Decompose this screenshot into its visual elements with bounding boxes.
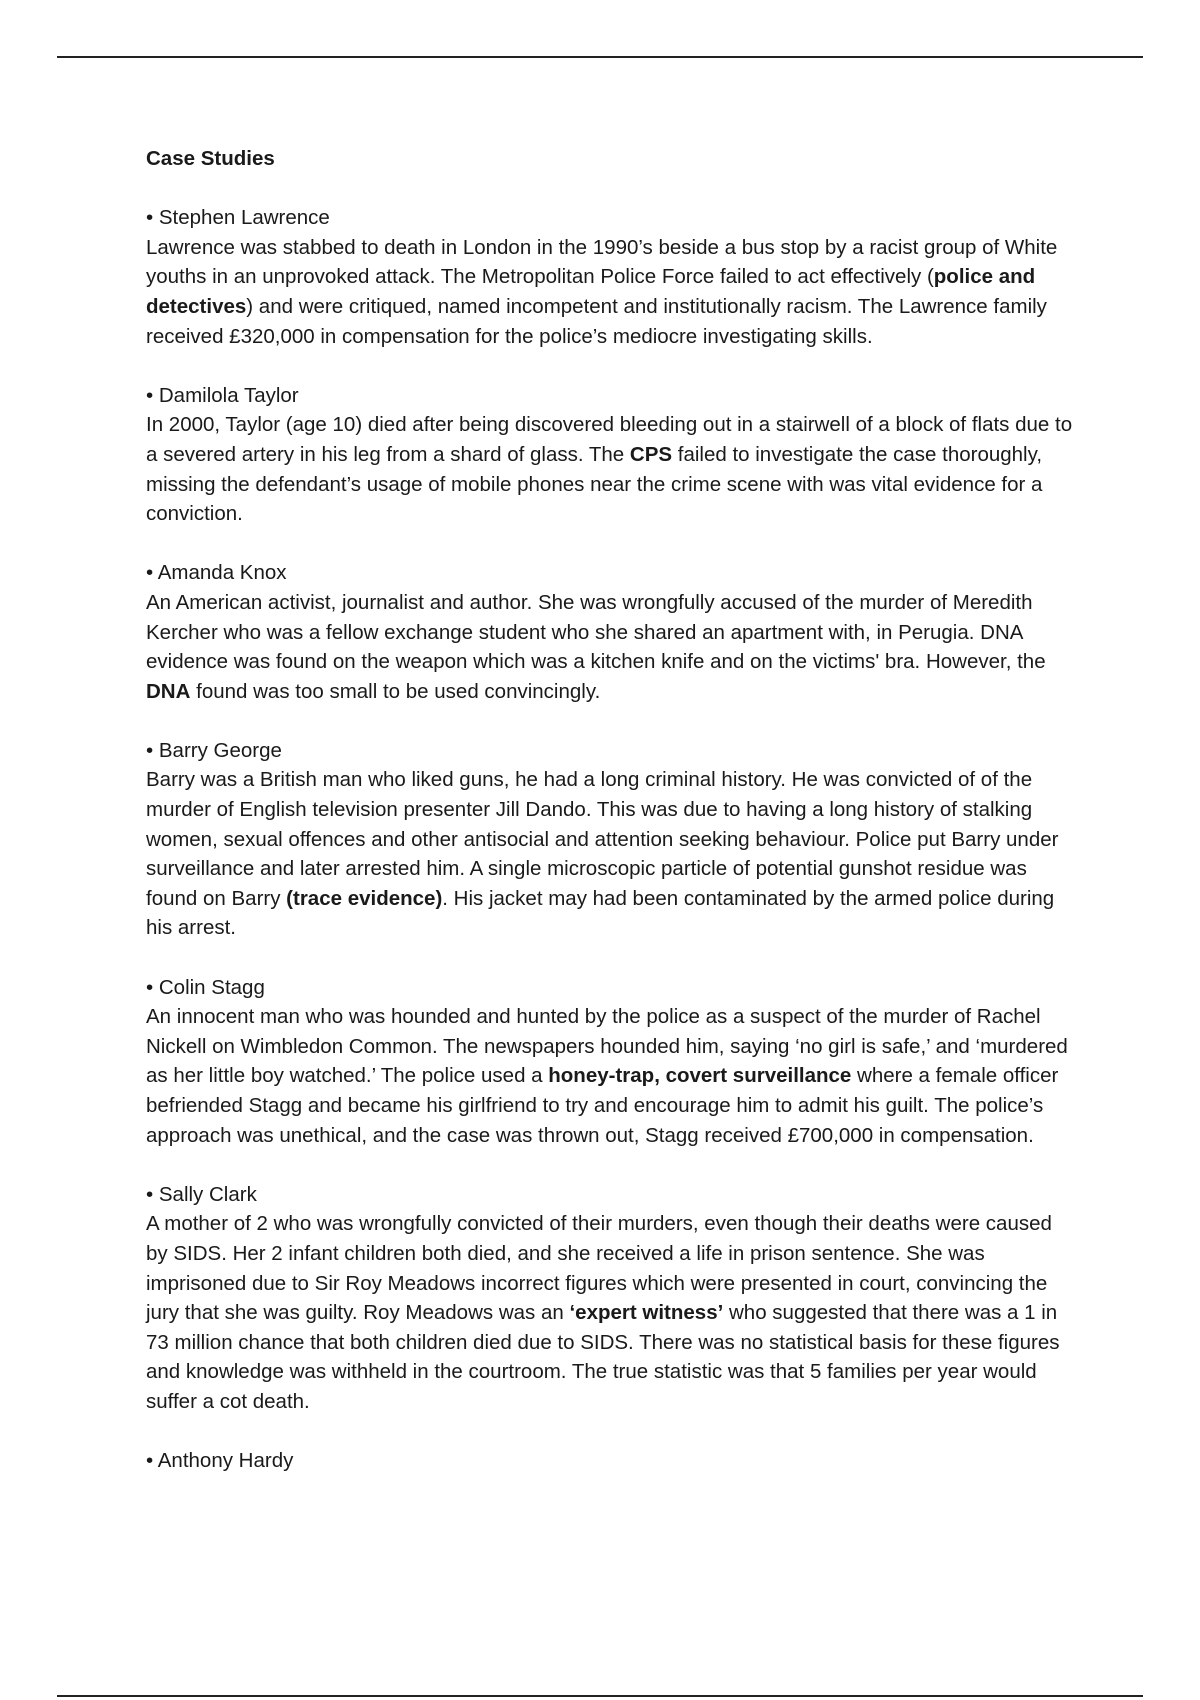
case-body [146,765,1076,943]
case-emphasis: (trace evidence) [286,886,443,910]
case-stephen-lawrence [146,203,1076,351]
case-title: • Amanda Knox [146,561,287,585]
case-emphasis: CPS [629,442,673,466]
document-body [146,144,1076,1505]
case-damilola-taylor [146,381,1076,529]
case-emphasis: ‘expert witness’ [569,1301,724,1325]
case-text: where a female officer befriended Stagg and became his girlfriend to try and encourage him to admit his guilt. The police’s approach was unethical, and the case was thrown out, Stagg received £700,000 in compensation. [146,1064,1059,1147]
case-title: • Damilola Taylor [146,383,299,407]
case-text: ) and were critiqued, named incompetent and institutionally racism. The Lawrence family received £320,000 in compensation for the police’s mediocre investigating skills. [146,294,1047,348]
case-text: Lawrence was stabbed to death in London in the 1990’s beside a bus stop by a racist group of White youths in an unprovoked attack. The Metropolitan Police Force failed to act effectively ( [146,235,1058,289]
case-barry-george [146,736,1076,943]
case-body [146,1209,1076,1416]
case-title: • Stephen Lawrence [146,206,330,230]
case-text: Barry was a British man who liked guns, he had a long criminal history. He was convicted of of the murder of English television presenter Jill Dando. This was due to having a long history of stalking women, sexual offences and other antisocial and attention seeking behaviour. Police put Barry under surveillance and later arrested him. A single microscopic particle of potential gunshot residue was found on Barry [146,768,1059,910]
case-amanda-knox [146,558,1076,706]
case-emphasis: honey-trap, covert surveillance [548,1064,852,1088]
case-emphasis: DNA [146,679,191,703]
case-emphasis: police and detectives [146,265,1036,318]
case-text: In 2000, Taylor (age 10) died after being discovered bleeding out in a stairwell of a block of flats due to a severed artery in his leg from a shard of glass. The [146,413,1073,466]
case-text: An American activist, journalist and author. She was wrongfully accused of the murder of Meredith Kercher who was a fellow exchange student who she shared an apartment with, in Perugia. DNA evidence was found on the weapon which was a kitchen knife and on the victims' bra. However, the [146,590,1046,674]
case-title: • Colin Stagg [146,975,265,999]
case-title: • Sally Clark [146,1182,257,1206]
case-colin-stagg [146,973,1076,1151]
case-title: • Anthony Hardy [146,1449,294,1473]
case-body [146,1002,1076,1150]
case-text: failed to investigate the case thoroughly, missing the defendant’s usage of mobile phones near the crime scene with was vital evidence for a conviction. [146,442,1043,526]
case-anthony-hardy [146,1446,1076,1476]
case-body [146,410,1076,528]
case-title: • Barry George [146,738,282,762]
top-rule [57,56,1143,58]
page-title: Case Studies [146,147,275,170]
case-text: who suggested that there was a 1 in 73 million chance that both children died due to SIDS. There was no statistical basis for these figures and knowledge was withheld in the courtroom. The true statistic was that 5 families per year would suffer a cot death. [146,1301,1060,1413]
case-body [146,233,1076,351]
case-text: . His jacket may had been contaminated by the armed police during his arrest. [146,886,1055,940]
case-sally-clark [146,1180,1076,1417]
case-text: An innocent man who was hounded and hunted by the police as a suspect of the murder of Rachel Nickell on Wimbledon Common. The newspapers hounded him, saying ‘no girl is safe,’ and ‘murdered as her little boy watched.’ The police used a [146,1005,1068,1088]
case-body [146,588,1076,706]
bottom-rule [57,1695,1143,1697]
case-text: found was too small to be used convincingly. [190,679,601,703]
case-text: A mother of 2 who was wrongfully convicted of their murders, even though their deaths were caused by SIDS. Her 2 infant children both died, and she received a life in prison sentence. She was imprisoned due to Sir Roy Meadows incorrect figures which were presented in court, convincing the jury that she was guilty. Roy Meadows was an [146,1212,1052,1325]
